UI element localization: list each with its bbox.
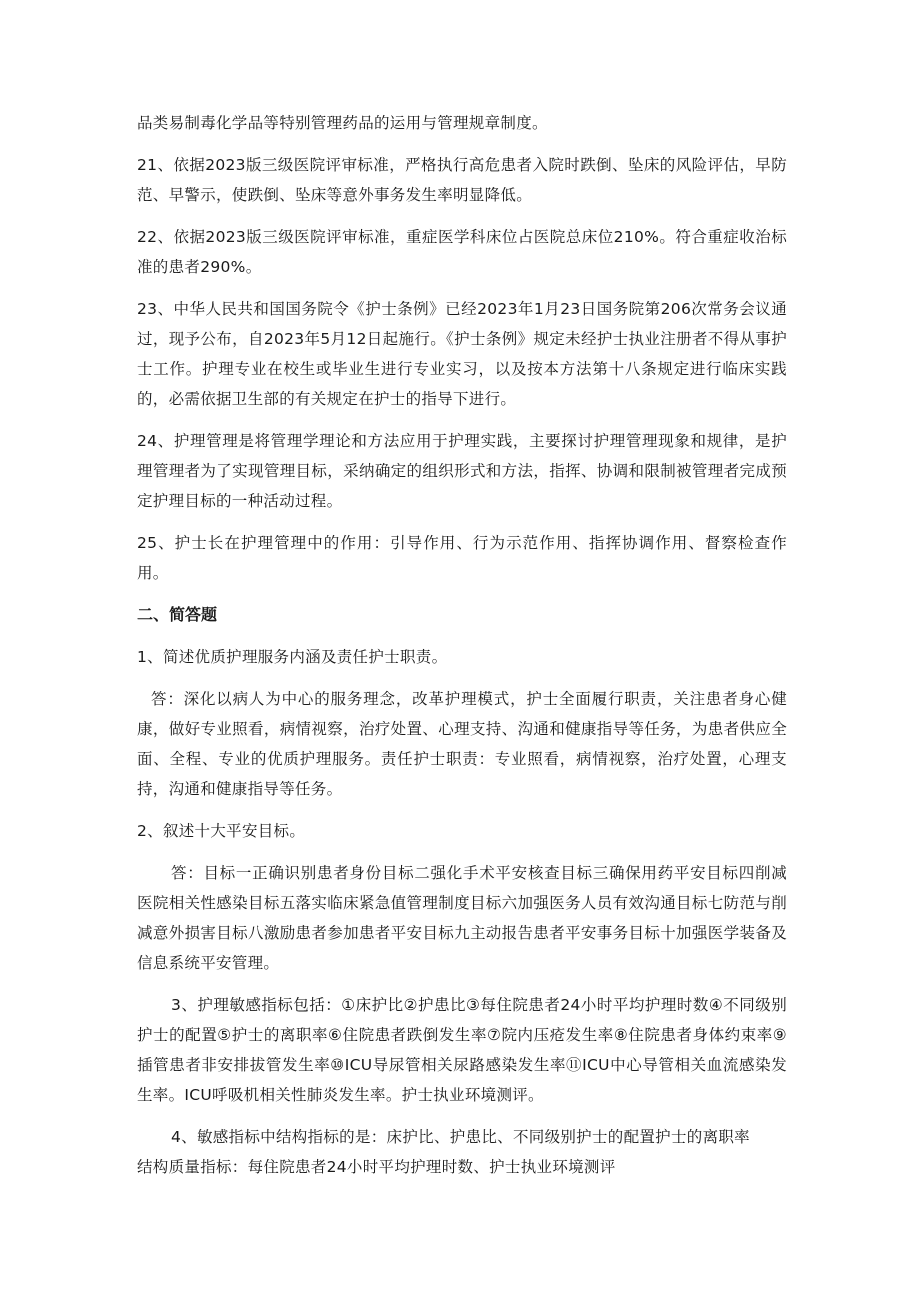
paragraph-item-25: 25、护士长在护理管理中的作用：引导作用、行为示范作用、指挥协调作用、督察检查作用。 <box>137 534 787 582</box>
question-2: 2、叙述十大平安目标。 <box>137 822 306 840</box>
question-1: 1、简述优质护理服务内涵及责任护士职责。 <box>137 648 448 666</box>
answer-1: 答：深化以病人为中心的服务理念，改革护理模式，护士全面履行职责，关注患者身心健康，做好专业照看，病情视察，治疗处置、心理支持、沟通和健康指导等任务，为患者供应全面、全程、专业的优质护理服务。责任护士职责：专业照看，病情视察，治疗处置，心理支持，沟通和健康指导等任务。 <box>137 690 787 798</box>
document-page <box>137 108 787 1194</box>
structure-quality-indicators: 结构质量指标：每住院患者24小时平均护理时数、护士执业环境测评 <box>137 1158 616 1176</box>
item-3-sensitive-indicators: 3、护理敏感指标包括：①床护比②护患比③每住院患者24小时平均护理时数④不同级别护士的配置⑤护士的离职率⑥住院患者跌倒发生率⑦院内压疮发生率⑧住院患者身体约束率⑨插管患者非安排拔管发生率⑩ICU导尿管相关尿路感染发生率⑪ICU中心导管相关血流感染发生率。ICU呼吸机相关性肺炎发生率。护士执业环境测评。 <box>137 996 787 1104</box>
item-4-structure-indicators: 4、敏感指标中结构指标的是：床护比、护患比、不同级别护士的配置护士的离职率 <box>171 1128 750 1146</box>
section-heading: 二、简答题 <box>137 605 218 624</box>
paragraph-item-21: 21、依据2023版三级医院评审标准，严格执行高危患者入院时跌倒、坠床的风险评估，早防范、早警示，使跌倒、坠床等意外事务发生率明显降低。 <box>137 156 787 204</box>
paragraph-continued: 品类易制毒化学品等特别管理药品的运用与管理规章制度。 <box>137 114 548 132</box>
paragraph-item-23: 23、中华人民共和国国务院令《护士条例》已经2023年1月23日国务院第206次常务会议通过，现予公布，自2023年5月12日起施行。《护士条例》规定未经护士执业注册者不得从事护士工作。护理专业在校生或毕业生进行专业实习，以及按本方法第十八条规定进行临床实践的，必需依据卫生部的有关规定在护士的指导下进行。 <box>137 300 787 408</box>
paragraph-item-24: 24、护理管理是将管理学理论和方法应用于护理实践，主要探讨护理管理现象和规律，是护理管理者为了实现管理目标，采纳确定的组织形式和方法，指挥、协调和限制被管理者完成预定护理目标的一种活动过程。 <box>137 432 787 510</box>
paragraph-item-22: 22、依据2023版三级医院评审标准，重症医学科床位占医院总床位210%。符合重症收治标准的患者290%。 <box>137 228 787 276</box>
answer-2: 答：目标一正确识别患者身份目标二强化手术平安核查目标三确保用药平安目标四削减医院相关性感染目标五落实临床紧急值管理制度目标六加强医务人员有效沟通目标七防范与削减意外损害目标八激励患者参加患者平安目标九主动报告患者平安事务目标十加强医学装备及信息系统平安管理。 <box>137 864 787 972</box>
